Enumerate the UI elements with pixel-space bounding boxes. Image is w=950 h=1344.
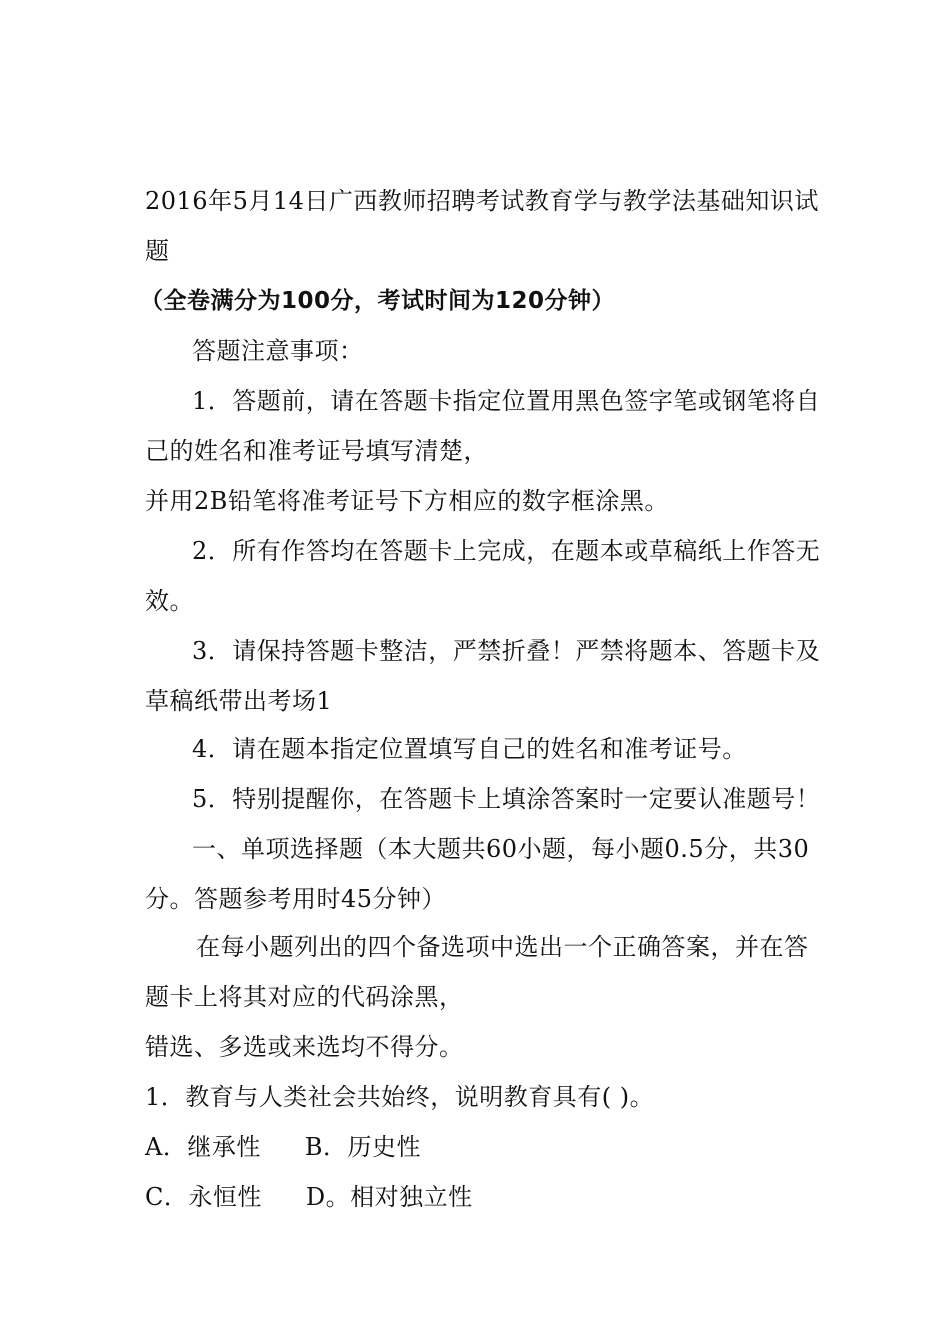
title-line-1: 2016年5月14日广西教师招聘考试教育学与教学法基础知识试 bbox=[145, 187, 819, 215]
section-1-line-1: 一、单项选择题（本大题共60小题，每小题0.5分，共30 bbox=[192, 835, 810, 863]
option-a: A．继承性 bbox=[145, 1133, 261, 1161]
question-1-options-row-2 bbox=[145, 1182, 815, 1212]
note-3-line-1: 3．请保持答题卡整洁，严禁折叠！严禁将题本、答题卡及 bbox=[192, 637, 821, 665]
instruction-line-2: 题卡上将其对应的代码涂黑， bbox=[145, 983, 464, 1011]
note-1-line-2: 己的姓名和准考证号填写清楚， bbox=[145, 437, 488, 465]
note-3-line-2: 草稿纸带出考场1 bbox=[145, 687, 333, 715]
option-c: C．永恒性 bbox=[145, 1183, 262, 1211]
instruction-line-1: 在每小题列出的四个备选项中选出一个正确答案，并在答 bbox=[196, 933, 809, 961]
note-5: 5．特别提醒你，在答题卡上填涂答案时一定要认准题号！ bbox=[192, 785, 821, 813]
section-1-line-2: 分。答题参考用时45分钟） bbox=[145, 885, 447, 913]
note-2-line-2: 效。 bbox=[145, 587, 194, 615]
exam-subtitle: （全卷满分为100分，考试时间为120分钟） bbox=[140, 288, 616, 314]
question-1-stem: 1．教育与人类社会共始终，说明教育具有( )。 bbox=[145, 1083, 655, 1111]
notes-heading: 答题注意事项： bbox=[192, 337, 364, 365]
instruction-line-3: 错选、多选或来选均不得分。 bbox=[145, 1033, 464, 1061]
option-b: B．历史性 bbox=[304, 1133, 421, 1161]
title-line-2: 题 bbox=[145, 237, 170, 265]
question-1-options-row-1 bbox=[145, 1132, 815, 1162]
note-4: 4．请在题本指定位置填写自己的姓名和准考证号。 bbox=[192, 735, 747, 763]
note-1-line-3: 并用2B铅笔将准考证号下方相应的数字框涂黑。 bbox=[145, 487, 669, 515]
note-2-line-1: 2．所有作答均在答题卡上完成，在题本或草稿纸上作答无 bbox=[192, 537, 821, 565]
note-1-line-1: 1．答题前，请在答题卡指定位置用黑色签字笔或钢笔将自 bbox=[192, 387, 821, 415]
option-d: D。相对独立性 bbox=[305, 1183, 473, 1211]
